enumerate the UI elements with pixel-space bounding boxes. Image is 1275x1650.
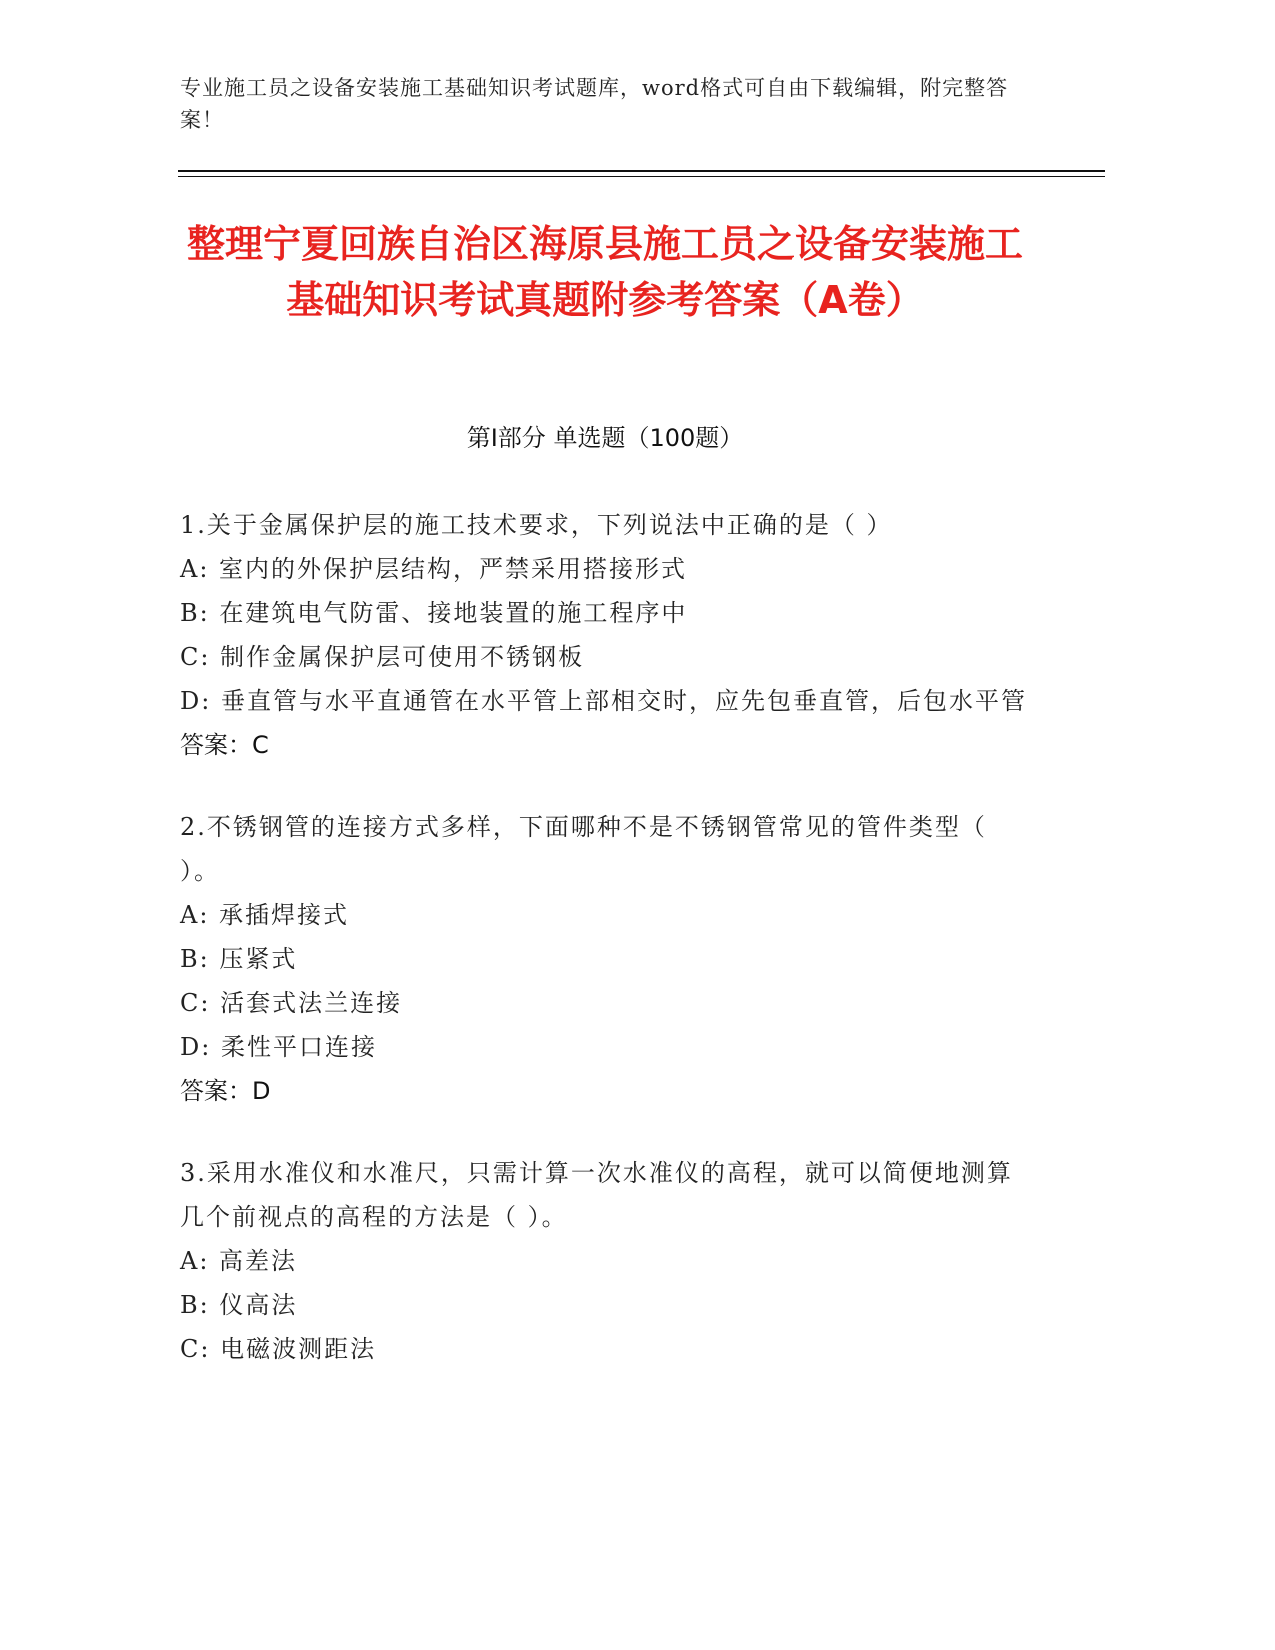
question-stem: 2.不锈钢管的连接方式多样，下面哪种不是不锈钢管常见的管件类型（ ）。 [180,813,987,885]
header-note: 专业施工员之设备安装施工基础知识考试题库，word格式可自由下载编辑，附完整答案！ [180,76,1009,132]
option-c: C: 活套式法兰连接 [180,989,403,1017]
option-a: A: 高差法 [180,1247,298,1275]
header-rule-thin [178,176,1105,177]
question-list [180,503,1030,1409]
option-b: B: 仪高法 [180,1291,298,1319]
question-stem: 1.关于金属保护层的施工技术要求，下列说法中正确的是（ ） [180,511,893,539]
document-title: 整理宁夏回族自治区海原县施工员之设备安装施工基础知识考试真题附参考答案（A卷） [186,222,1023,322]
option-c: C: 电磁波测距法 [180,1335,377,1363]
option-a: A: 承插焊接式 [180,901,350,929]
option-b: B: 在建筑电气防雷、接地装置的施工程序中 [180,599,688,627]
question-1 [180,503,1030,767]
header-rule-thick [178,170,1105,172]
option-a: A: 室内的外保护层结构，严禁采用搭接形式 [180,555,688,583]
option-d: D: 柔性平口连接 [180,1033,377,1061]
answer: 答案：D [180,1077,271,1105]
option-d: D: 垂直管与水平直通管在水平管上部相交时，应先包垂直管，后包水平管 [180,687,1027,715]
answer: 答案：C [180,731,269,759]
question-3 [180,1151,1030,1371]
option-b: B: 压紧式 [180,945,298,973]
question-2 [180,805,1030,1113]
option-c: C: 制作金属保护层可使用不锈钢板 [180,643,585,671]
question-stem: 3.采用水准仪和水准尺，只需计算一次水准仪的高程，就可以简便地测算几个前视点的高程的方法是（ ）。 [180,1159,1013,1231]
section-title: 第Ⅰ部分 单选题（100题） [466,424,744,452]
